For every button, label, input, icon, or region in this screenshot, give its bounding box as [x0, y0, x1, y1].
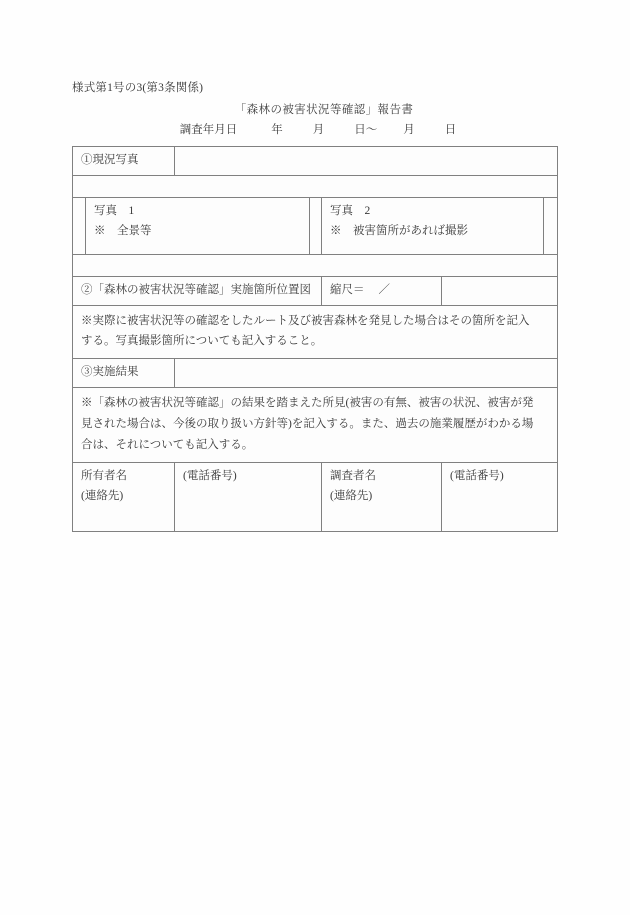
spacer-cell-middle: [73, 254, 558, 276]
section2-scale-value-cell[interactable]: [442, 276, 558, 305]
form-number: 様式第1号の3(第3条関係): [72, 82, 204, 94]
photo-middle-margin-cell: [310, 197, 322, 254]
spacer-cell-top: [73, 175, 558, 197]
section3-note-line3: 合は、それについても記入する。: [81, 438, 254, 451]
section3-note-cell: [73, 388, 558, 463]
photo-right-margin-cell: [544, 197, 558, 254]
spacer-row-top: [73, 175, 558, 197]
section2-label-row: [73, 276, 558, 305]
surveyor-name-label: 調査者名: [330, 469, 376, 482]
scale-slash: ／: [378, 283, 390, 296]
owner-name-label: 所有者名: [81, 469, 127, 482]
owner-contact-label: (連絡先): [81, 489, 124, 502]
survey-date-day-from: 日〜: [354, 124, 378, 136]
survey-date-day-to: 日: [444, 124, 457, 136]
section2-note-line2: する。写真撮影箇所についても記入すること。: [81, 335, 323, 348]
photo-row: [73, 197, 558, 254]
section1-label: ①現況写真: [81, 154, 139, 166]
document-title: 「森林の被害状況等確認」報告書: [234, 104, 414, 116]
survey-date-year: 年: [271, 124, 283, 136]
section2-note-line1: ※実際に被害状況等の確認をしたルート及び被害森林を発見した場合はその箇所を記入: [81, 314, 530, 327]
section3-note-line2: 見された場合は、今後の取り扱い方針等)を記入する。また、過去の施業履歴がわかる場: [81, 418, 534, 431]
photo1-title: 写真 1: [94, 204, 135, 217]
owner-name-cell[interactable]: [73, 462, 175, 531]
section3-note-row: [73, 388, 558, 463]
survey-date-label: 調査年月日: [179, 124, 238, 136]
owner-phone-label: (電話番号): [183, 469, 237, 482]
photo2-note: ※ 被害箇所があれば撮影: [330, 224, 468, 237]
survey-date-month: 月: [312, 124, 325, 136]
section2-label: ②「森林の被害状況等確認」実施箇所位置図: [81, 283, 311, 296]
surveyor-contact-label: (連絡先): [330, 489, 373, 502]
surveyor-phone-cell[interactable]: [442, 462, 558, 531]
survey-date-month-to: 月: [403, 124, 415, 136]
section2-note-cell: [73, 305, 558, 359]
report-form-table: [72, 146, 558, 532]
photo-left-margin-cell: [73, 197, 86, 254]
section2-scale-cell[interactable]: [322, 276, 442, 305]
section1-label-blank[interactable]: [175, 147, 558, 176]
section3-note-line1: ※「森林の被害状況等確認」の結果を踏まえた所見(被害の有無、被害の状況、被害が発: [81, 397, 534, 410]
surveyor-name-cell[interactable]: [322, 462, 442, 531]
section2-note-row: [73, 305, 558, 359]
section2-label-cell: [73, 276, 322, 305]
section3-label-row: [73, 359, 558, 388]
survey-date-line: [0, 121, 630, 137]
photo2-cell[interactable]: [322, 197, 544, 254]
spacer-row-middle: [73, 254, 558, 276]
surveyor-phone-label: (電話番号): [450, 469, 504, 482]
section3-label: ③実施結果: [81, 366, 139, 379]
section1-label-cell: [73, 147, 175, 176]
photo1-cell[interactable]: [86, 197, 310, 254]
owner-phone-cell[interactable]: [175, 462, 322, 531]
scale-label: 縮尺＝: [330, 283, 365, 296]
section1-label-row: [73, 147, 558, 176]
photo2-title: 写真 2: [330, 204, 371, 217]
photo1-note: ※ 全景等: [94, 224, 152, 237]
contact-row: [73, 462, 558, 531]
section3-label-blank[interactable]: [175, 359, 558, 388]
section3-label-cell: [73, 359, 175, 388]
